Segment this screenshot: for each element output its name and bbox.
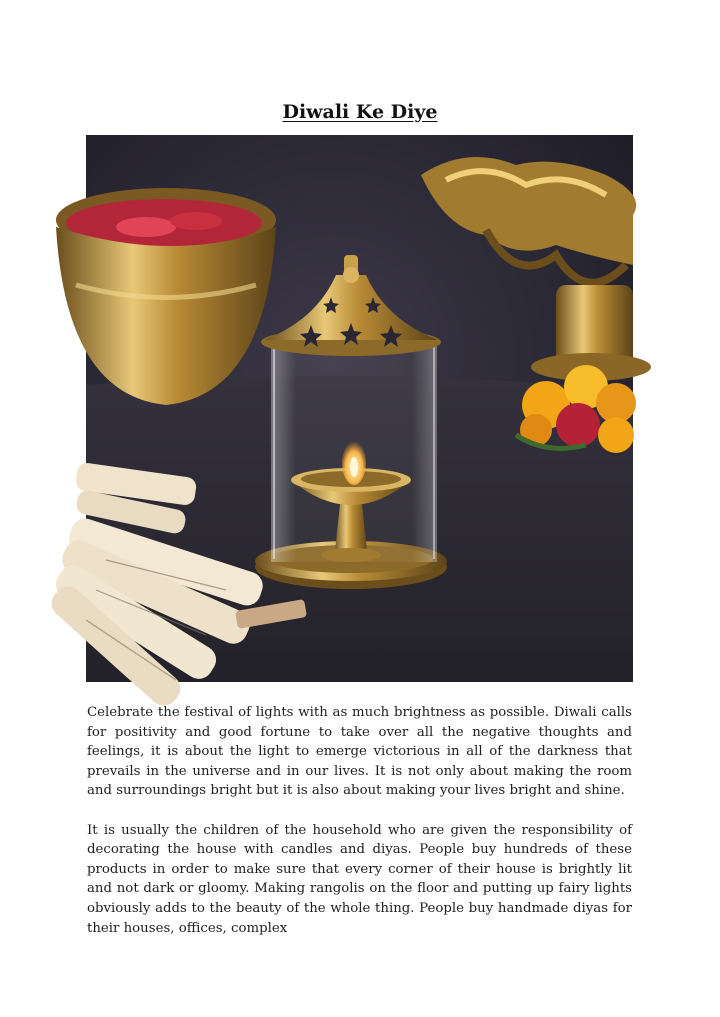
body-text — [87, 703, 632, 938]
paragraph-1: Celebrate the festival of lights with as much brightness as possible. Diwali calls for positivity and good fortune to take over all the negative thoughts and feelings, it is about the light to emerge victorious in all of the darkness that prevails in the universe and in our lives. It is not only about making the room and surroundings bright but it is also about making your lives bright and shine. — [87, 705, 632, 799]
body-text-area — [87, 703, 632, 936]
paragraph-2: It is usually the children of the household who are given the responsibility of decorating the house with candles and diyas. People buy hundreds of these products in order to make sure that every corner of their house is brightly lit and not dark or gloomy. Making rangolis on the floor and putting up fairy lights obviously adds to the beauty of the whole thing. People buy handmade diyas for their houses, offices, complex — [87, 822, 632, 936]
document-title: Diwali Ke Diye — [282, 100, 438, 123]
diya-photo — [86, 135, 633, 682]
